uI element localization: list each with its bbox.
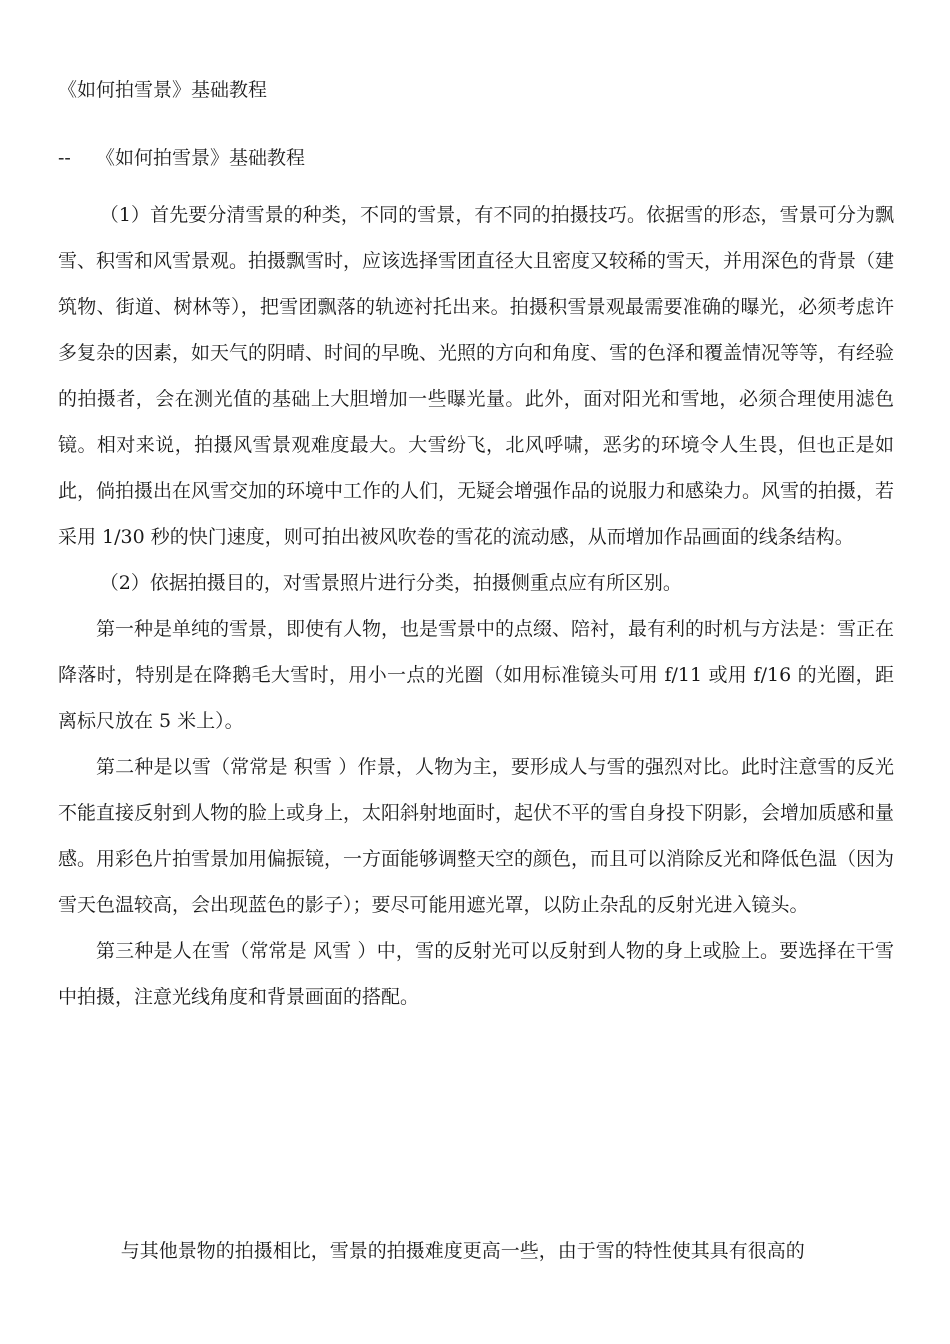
paragraph-classification: （2）依据拍摄目的，对雪景照片进行分类，拍摄侧重点应有所区别。: [99, 572, 682, 594]
subtitle-prefix: --: [58, 147, 71, 169]
document-body: [58, 192, 894, 1020]
paragraph-snow-types: （1）首先要分清雪景的种类，不同的雪景，有不同的拍摄技巧。依据雪的形态，雪景可分为飘雪、积雪和风雪景观。拍摄飘雪时，应该选择雪团直径大且密度又较稀的雪天，并用深色的背景（建筑物、街道、树林等），把雪团飘落的轨迹衬托出来。拍摄积雪景观最需要准确的曝光，必须考虑许多复杂的因素，如天气的阴晴、时间的早晚、光照的方向和角度、雪的色泽和覆盖情况等等，有经验的拍摄者，会在测光值的基础上大胆增加一些曝光量。此外，面对阳光和雪地，必须合理使用滤色镜。相对来说，拍摄风雪景观难度最大。大雪纷飞，北风呼啸，恶劣的环境令人生畏，但也正是如此，倘拍摄出在风雪交加的环境中工作的人们，无疑会增强作品的说服力和感染力。风雪的拍摄，若采用 1/30 秒的快门速度，则可拍出被风吹卷的雪花的流动感，从而增加作品画面的线条结构。: [58, 204, 895, 548]
paragraph-type-two: 第二种是以雪（常常是 积雪 ）作景，人物为主，要形成人与雪的强烈对比。此时注意雪的反光不能直接反射到人物的脸上或身上，太阳斜射地面时，起伏不平的雪自身投下阴影，会增加质感和量感。用彩色片拍雪景加用偏振镜，一方面能够调整天空的颜色，而且可以消除反光和降低色温（因为雪天色温较高，会出现蓝色的影子）；要尽可能用遮光罩，以防止杂乱的反射光进入镜头。: [58, 756, 895, 916]
document-subtitle: [58, 144, 305, 172]
paragraph-type-three: 第三种是人在雪（常常是 风雪 ）中，雪的反射光可以反射到人物的身上或脸上。要选择在干雪中拍摄，注意光线角度和背景画面的搭配。: [58, 940, 894, 1008]
subtitle-text: 《如何拍雪景》基础教程: [96, 147, 306, 169]
paragraph-tail: 与其他景物的拍摄相比，雪景的拍摄难度更高一些，由于雪的特性使其具有很高的: [120, 1240, 805, 1262]
paragraph-type-one: 第一种是单纯的雪景，即使有人物，也是雪景中的点缀、陪衬，最有利的时机与方法是：雪正在降落时，特别是在降鹅毛大雪时，用小一点的光圈（如用标准镜头可用 f/11 或用 f/16 的光圈，距离标尺放在 5 米上）。: [58, 618, 895, 732]
document-title: 《如何拍雪景》基础教程: [58, 79, 268, 101]
document-tail: [58, 1228, 894, 1274]
